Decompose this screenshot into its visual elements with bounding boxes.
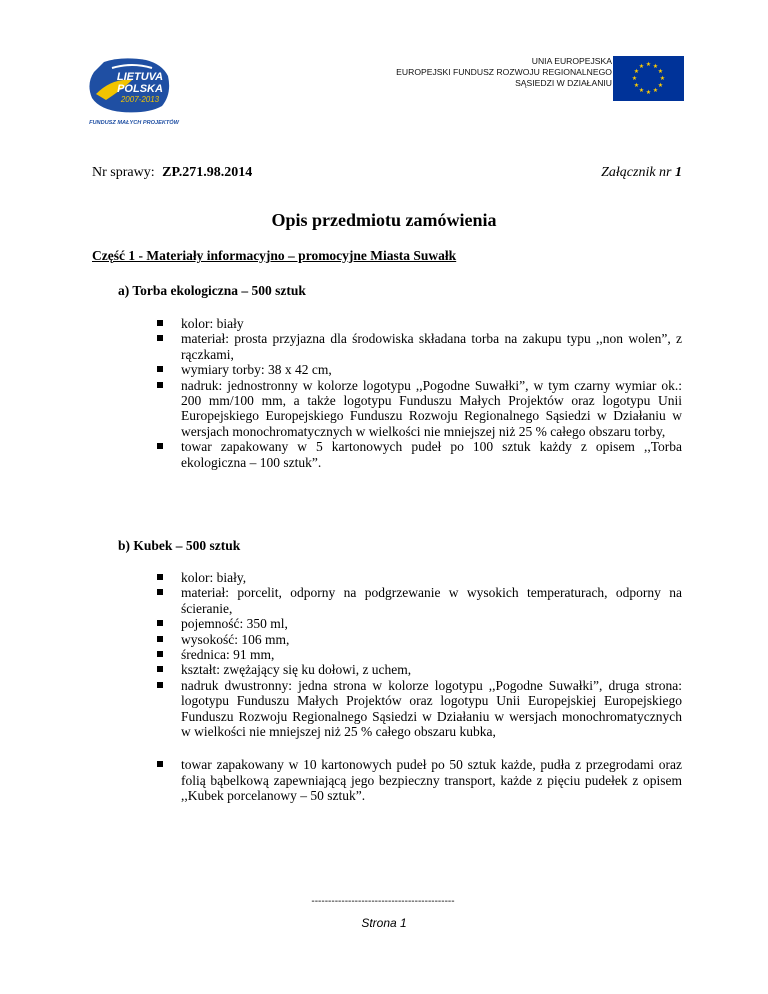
svg-text:★: ★ (631, 75, 638, 82)
section-b-list (157, 570, 682, 804)
list-item (157, 362, 682, 377)
list-item (157, 632, 682, 647)
list-item (157, 757, 682, 803)
svg-text:★: ★ (633, 68, 640, 75)
list-item-text: materiał: porcelit, odporny na podgrzewanie w wysokich temperaturach, odporny na ścieranie, (181, 585, 682, 616)
bullet-icon (157, 366, 163, 372)
eu-line: UNIA EUROPEJSKA (531, 56, 612, 66)
list-item-text: wymiary torby: 38 x 42 cm, (181, 362, 332, 378)
list-item-text: średnica: 91 mm, (181, 647, 275, 663)
list-item (157, 316, 682, 331)
lietuva-polska-logo (82, 54, 212, 130)
bullet-icon (157, 589, 163, 595)
svg-text:★: ★ (659, 75, 666, 82)
bullet-icon (157, 682, 163, 688)
part-title: Część 1 - Materiały informacyjno – promocyjne Miasta Suwałk (92, 248, 457, 263)
annex-label: Załącznik nr (601, 165, 672, 180)
bullet-icon (157, 651, 163, 657)
list-item-text: towar zapakowany w 10 kartonowych pudeł po 50 sztuk każde, pudła z przegrodami oraz folią bąbelkową zapewniającą jego bezpieczny transport, każde z pięciu pudełek z opisem ,,Kubek porcelanowy – 50 sztuk”. (181, 757, 682, 804)
svg-text:★: ★ (645, 61, 652, 68)
list-item (157, 585, 682, 616)
bullet-icon (157, 320, 163, 326)
annex-value: 1 (675, 165, 682, 180)
list-item (157, 570, 682, 585)
logo-line1: LIETUVA (116, 71, 164, 83)
list-item (157, 647, 682, 662)
list-item (157, 662, 682, 677)
eu-line: SĄSIEDZI W DZIAŁANIU (515, 78, 612, 88)
annex-number (601, 165, 682, 181)
list-item (157, 616, 682, 631)
footer-rule: ------------------------------------------- (311, 896, 455, 907)
list-item (157, 678, 682, 740)
bullet-icon (157, 335, 163, 341)
bullet-icon (157, 574, 163, 580)
document-title: Opis przedmiotu zamówienia (271, 210, 497, 230)
logo-fund: FUNDUSZ MAŁYCH PROJEKTÓW (89, 120, 179, 126)
list-item (157, 378, 682, 440)
eu-line: EUROPEJSKI FUNDUSZ ROZWOJU REGIONALNEGO (396, 67, 612, 77)
svg-text:★: ★ (652, 63, 659, 70)
list-item-text: kształt: zwężający się ku dołowi, z uchem, (181, 662, 412, 678)
eu-header-text (396, 56, 612, 89)
section-heading-a: a) Torba ekologiczna – 500 sztuk (118, 283, 306, 298)
section-a-list (157, 316, 682, 470)
svg-text:★: ★ (638, 63, 645, 70)
case-number-label: Nr sprawy: (92, 165, 155, 180)
list-item (157, 331, 682, 362)
section-heading-b: b) Kubek – 500 sztuk (118, 538, 241, 553)
eu-flag-icon (613, 56, 684, 101)
list-item-text: wysokość: 106 mm, (181, 631, 290, 647)
svg-text:★: ★ (657, 68, 664, 75)
svg-text:★: ★ (638, 87, 645, 94)
bullet-icon (157, 636, 163, 642)
svg-text:★: ★ (657, 82, 664, 89)
list-item-text: kolor: biały (181, 316, 244, 331)
page-number: Strona 1 (361, 916, 407, 930)
list-item-text: nadruk dwustronny: jedna strona w kolorze logotypu ,,Pogodne Suwałki”, druga strona: logotypu Funduszu Małych Projektów oraz logotypu Unii Europejskiej Europejskiego Funduszu Rozwoju Regionalnego Sąsiedzi w Działaniu w wersjach monochromatycznych w wielkości nie mniejszej niż 25 % całego obszaru kubka, (181, 677, 682, 740)
logo-years: 2007-2013 (120, 95, 160, 104)
bullet-icon (157, 443, 163, 449)
bullet-icon (157, 620, 163, 626)
list-item-text: materiał: prosta przyjazna dla środowiska składana torba na zakupu typu ,,non wolen”, z rączkami, (181, 331, 682, 362)
list-item (157, 439, 682, 470)
list-item-text: pojemność: 350 ml, (181, 616, 288, 632)
list-item-text: towar zapakowany w 5 kartonowych pudeł po 100 sztuk każdy z opisem ,,Torba ekologiczna – 100 sztuk”. (181, 439, 682, 470)
svg-text:★: ★ (645, 89, 652, 96)
list-item-text: nadruk: jednostronny w kolorze logotypu ,,Pogodne Suwałki”, w tym czarny wymiar ok.: 200 mm/100 mm, a także logotypu Funduszu Małych Projektów oraz logotypu Unii Europejskiego Europejskiego Funduszu Rozwoju Regionalnego Sąsiedzi w Działaniu w wersjach monochromatycznych w wielkości nie mniejszej niż 25 % całego obszaru torby, (181, 377, 682, 439)
bullet-icon (157, 382, 163, 388)
case-number-value: ZP.271.98.2014 (162, 165, 253, 180)
svg-text:★: ★ (633, 82, 640, 89)
bullet-icon (157, 666, 163, 672)
case-number (92, 165, 252, 181)
logo-line2: POLSKA (117, 83, 163, 95)
bullet-icon (157, 761, 163, 767)
svg-text:★: ★ (652, 87, 659, 94)
list-item-text: kolor: biały, (181, 570, 247, 585)
